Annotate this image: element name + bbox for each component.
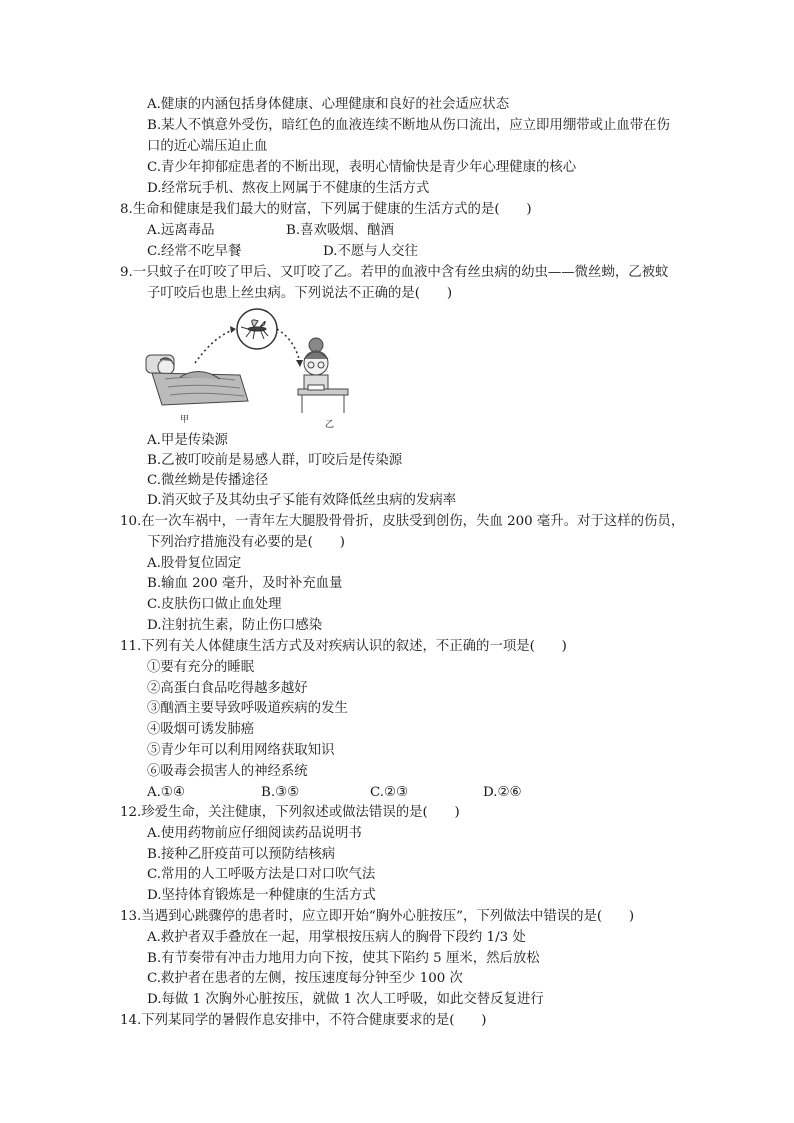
q11-stem: 11.下列有关人体健康生活方式及对疾病认识的叙述，不正确的一项是( ) — [120, 639, 567, 654]
q10-option-a: A.股骨复位固定 — [147, 556, 242, 571]
q12-option-c: C.常用的人工呼吸方法是口对口吹气法 — [147, 867, 376, 882]
q8-option-a: A.远离毒品 — [147, 223, 215, 238]
q9-stem: 9.一只蚊子在叮咬了甲后、又叮咬了乙。若甲的血液中含有丝虫病的幼虫——微丝蚴，乙被蚊 — [120, 265, 669, 280]
q13-stem: 13.当遇到心跳骤停的患者时，应立即开始“胸外心脏按压”，下列做法中错误的是( ) — [120, 909, 635, 924]
figure-label-jia: 甲 — [180, 415, 190, 425]
q14-stem: 14.下列某同学的暑假作息安排中，不符合健康要求的是( ) — [120, 1013, 487, 1028]
q10-option-b: B.输血 200 毫升，及时补充血量 — [147, 576, 343, 591]
q9-option-a: A.甲是传染源 — [147, 433, 228, 448]
arrow-to-mosquito — [195, 329, 236, 363]
q11-statement-2: ②高蛋白食品吃得越多越好 — [147, 681, 308, 696]
q11-option-a: A.①④ — [147, 785, 185, 800]
q7-option-d: D.经常玩手机、熬夜上网属于不健康的生活方式 — [147, 181, 430, 196]
q11-statement-5: ⑤青少年可以利用网络获取知识 — [147, 743, 335, 758]
q9-option-c: C.微丝蚴是传播途径 — [147, 473, 269, 488]
q11-statement-1: ①要有充分的睡眠 — [147, 660, 255, 675]
q11-statement-4: ④吸烟可诱发肺癌 — [147, 722, 255, 737]
q9-stem-cont: 子叮咬后也患上丝虫病。下列说法不正确的是( ) — [147, 286, 453, 301]
arrow-to-yi — [277, 329, 300, 363]
q11-option-b: B.③⑤ — [261, 785, 300, 800]
q8-option-c: C.经常不吃早餐 — [147, 244, 242, 259]
q11-option-d: D.②⑥ — [483, 785, 522, 800]
q12-option-d: D.坚持体育锻炼是一种健康的生活方式 — [147, 888, 376, 903]
q8-stem: 8.生命和健康是我们最大的财富，下列属于健康的生活方式的是( ) — [120, 202, 532, 217]
q12-stem: 12.珍爱生命，关注健康，下列叙述或做法错误的是( ) — [120, 805, 460, 820]
mosquito-transmission-figure — [140, 305, 440, 430]
person-jia-in-bed — [146, 355, 248, 405]
q10-option-c: C.皮肤伤口做止血处理 — [147, 597, 282, 612]
q10-stem: 10.在一次车祸中，一青年左大腿股骨骨折，皮肤受到创伤，失血 200 毫升。对于这样的伤员， — [120, 514, 685, 529]
q13-option-a: A.救护者双手叠放在一起，用掌根按压病人的胸骨下段约 1/3 处 — [147, 930, 526, 945]
q13-option-c: C.救护者在患者的左侧，按压速度每分钟至少 100 次 — [147, 971, 463, 986]
q7-option-b-cont: 口的近心端压迫止血 — [147, 139, 268, 154]
q7-option-c: C.青少年抑郁症患者的不断出现，表明心情愉快是青少年心理健康的核心 — [147, 160, 577, 175]
q7-option-a: A.健康的内涵包括身体健康、心理健康和良好的社会适应状态 — [147, 97, 510, 112]
q11-option-c: C.②③ — [370, 785, 409, 800]
q9-option-b: B.乙被叮咬前是易感人群，叮咬后是传染源 — [147, 453, 403, 468]
q10-option-d: D.注射抗生素，防止伤口感染 — [147, 618, 323, 633]
q8-option-d: D.不愿与人交往 — [323, 244, 418, 259]
q8-option-b: B.喜欢吸烟、酗酒 — [286, 223, 394, 238]
q13-option-d: D.每做 1 次胸外心脏按压，就做 1 次人工呼吸，如此交替反复进行 — [147, 992, 544, 1007]
q11-statement-3: ③酗酒主要导致呼吸道疾病的发生 — [147, 701, 348, 716]
q9-option-d: D.消灭蚊子及其幼虫孑孓能有效降低丝虫病的发病率 — [147, 493, 457, 508]
person-yi-at-desk — [298, 338, 348, 413]
q11-statement-6: ⑥吸毒会损害人的神经系统 — [147, 764, 308, 779]
q7-option-b: B.某人不慎意外受伤，暗红色的血液连续不断地从伤口流出，应立即用绷带或止血带在伤 — [147, 118, 670, 133]
figure-label-yi: 乙 — [325, 420, 335, 430]
q10-stem-cont: 下列治疗措施没有必要的是( ) — [147, 535, 345, 550]
q13-option-b: B.有节奏带有冲击力地用力向下按，使其下陷约 5 厘米，然后放松 — [147, 951, 540, 966]
q12-option-a: A.使用药物前应仔细阅读药品说明书 — [147, 826, 362, 841]
q12-option-b: B.接种乙肝疫苗可以预防结核病 — [147, 847, 336, 862]
